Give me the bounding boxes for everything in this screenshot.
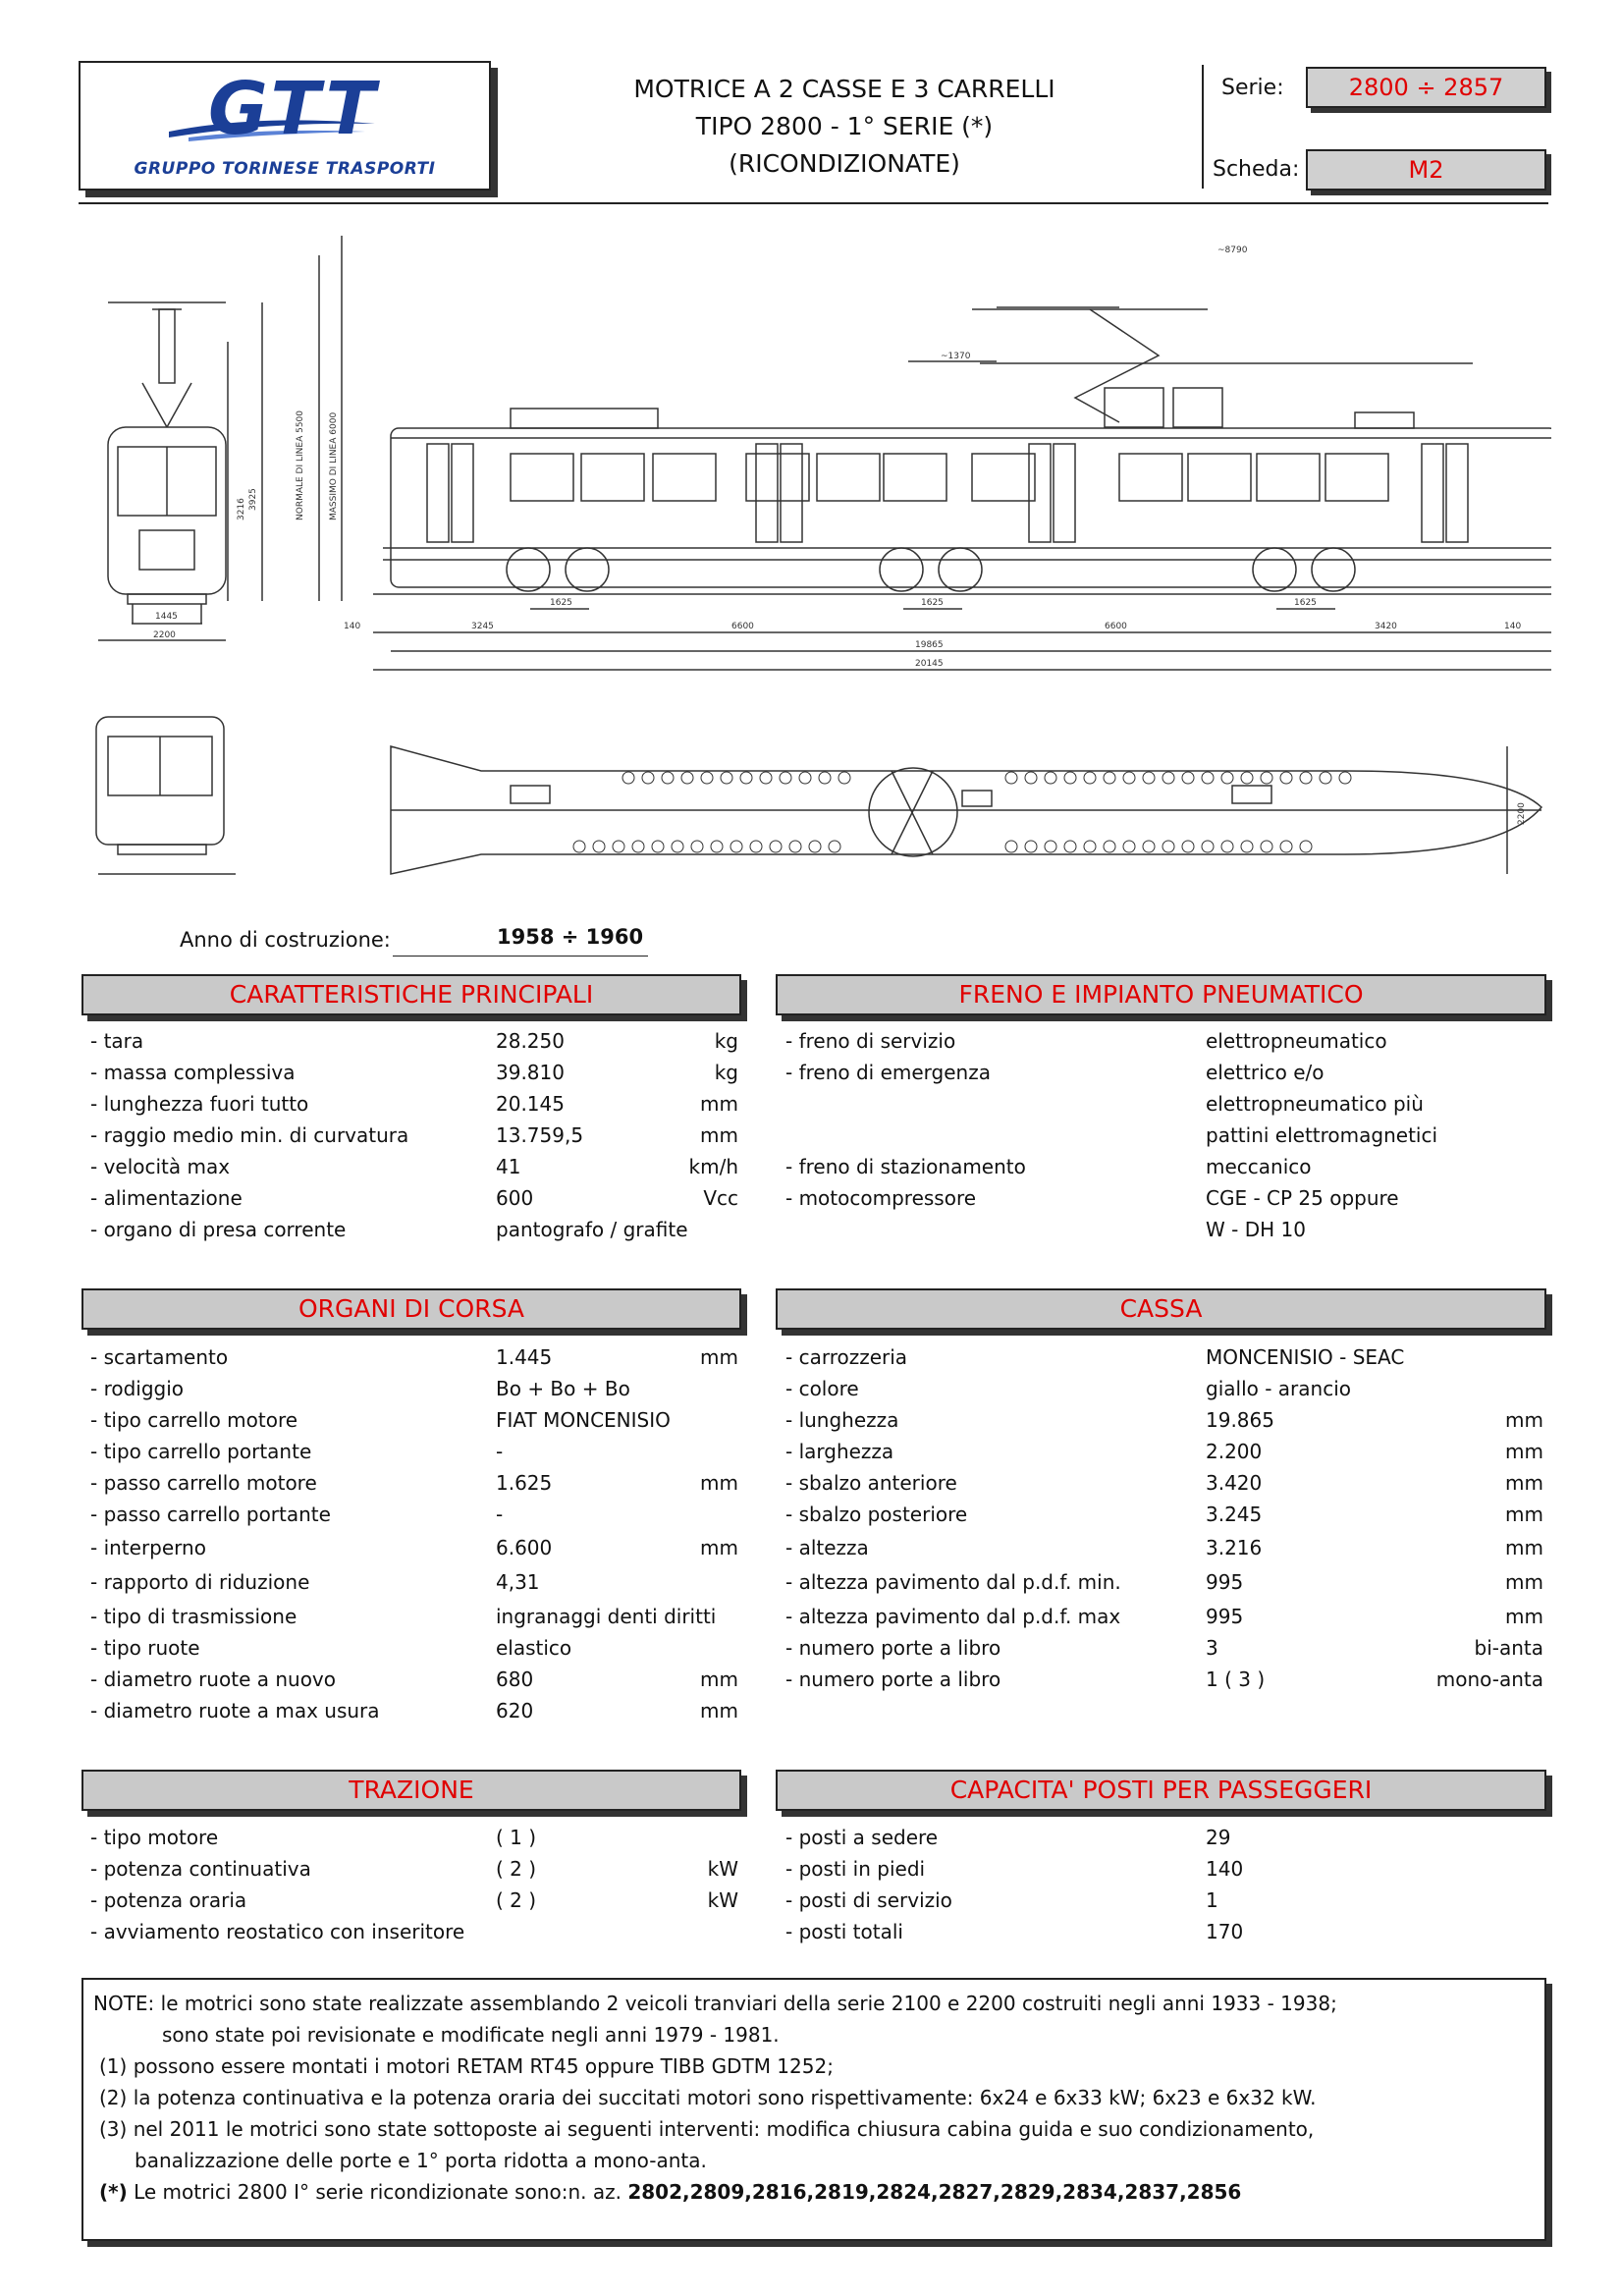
cassa-row-value: 3.216 bbox=[1206, 1536, 1263, 1559]
scheda-value: M2 bbox=[1306, 149, 1546, 191]
header-rule bbox=[79, 202, 1548, 204]
section-trazione-header: TRAZIONE bbox=[81, 1770, 741, 1811]
organi-row-value: 4,31 bbox=[496, 1570, 540, 1594]
cassa-row-value: MONCENISIO - SEAC bbox=[1206, 1345, 1405, 1369]
cassa-row-value: 19.865 bbox=[1206, 1408, 1274, 1432]
freno-row-value: elettropneumatico più bbox=[1206, 1092, 1424, 1116]
trazione-row-label: - avviamento reostatico con inseritore bbox=[90, 1920, 465, 1943]
organi-row-value: 1.625 bbox=[496, 1471, 553, 1495]
gtt-logo bbox=[149, 73, 434, 161]
note-line-2: sono state poi revisionate e modificate negli anni 1979 - 1981. bbox=[162, 2023, 780, 2047]
caratteristiche-row-unit: kg bbox=[714, 1061, 738, 1084]
cassa-row-label: - lunghezza bbox=[785, 1408, 899, 1432]
organi-row-label: - diametro ruote a nuovo bbox=[90, 1667, 336, 1691]
cassa-row-value: giallo - arancio bbox=[1206, 1377, 1351, 1400]
notes-box bbox=[81, 1978, 1546, 2241]
capacita-row-label: - posti di servizio bbox=[785, 1888, 952, 1912]
dim-6600-a: 6600 bbox=[731, 622, 754, 631]
cassa-row-label: - colore bbox=[785, 1377, 859, 1400]
cassa-row-unit: mm bbox=[1505, 1471, 1543, 1495]
caratteristiche-row-unit: kg bbox=[714, 1029, 738, 1053]
cassa-row-label: - sbalzo anteriore bbox=[785, 1471, 957, 1495]
cassa-row-label: - altezza pavimento dal p.d.f. min. bbox=[785, 1570, 1121, 1594]
caratteristiche-row-value: 39.810 bbox=[496, 1061, 565, 1084]
cassa-row-unit: mm bbox=[1505, 1503, 1543, 1526]
dim-6600-b: 6600 bbox=[1105, 622, 1127, 631]
cassa-row-unit: mm bbox=[1505, 1408, 1543, 1432]
dim-plan-width: 2200 bbox=[1517, 802, 1527, 825]
dim-1625-b: 1625 bbox=[921, 598, 944, 608]
organi-row-value: 1.445 bbox=[496, 1345, 553, 1369]
trazione-row-label: - potenza oraria bbox=[90, 1888, 247, 1912]
organi-row-value: Bo + Bo + Bo bbox=[496, 1377, 630, 1400]
cassa-row-label: - larghezza bbox=[785, 1440, 894, 1463]
section-freno-header: FRENO E IMPIANTO PNEUMATICO bbox=[776, 974, 1546, 1015]
freno-row-value: elettropneumatico bbox=[1206, 1029, 1387, 1053]
organi-row-unit: mm bbox=[700, 1345, 738, 1369]
organi-row-label: - rapporto di riduzione bbox=[90, 1570, 310, 1594]
caratteristiche-row-unit: mm bbox=[700, 1092, 738, 1116]
dim-19865: 19865 bbox=[915, 640, 944, 650]
cassa-row-unit: mm bbox=[1505, 1605, 1543, 1628]
caratteristiche-row-value: 600 bbox=[496, 1186, 534, 1210]
dim-height-3216: 3216 bbox=[237, 498, 246, 520]
caratteristiche-row-value: 20.145 bbox=[496, 1092, 565, 1116]
freno-row-value: pattini elettromagnetici bbox=[1206, 1123, 1438, 1147]
organi-row-value: - bbox=[496, 1440, 504, 1463]
gtt-logo-box bbox=[79, 61, 491, 191]
organi-row-unit: mm bbox=[700, 1667, 738, 1691]
technical-drawing bbox=[79, 236, 1551, 913]
front-view-drawing bbox=[108, 302, 226, 624]
organi-row-value: elastico bbox=[496, 1636, 572, 1660]
note-line-1: NOTE: le motrici sono state realizzate assemblando 2 veicoli tranviari della serie 2100 e 2200 costruiti negli anni 1933 - 1938; bbox=[93, 1992, 1337, 2015]
capacita-row-label: - posti a sedere bbox=[785, 1826, 939, 1849]
caratteristiche-row-value: 28.250 bbox=[496, 1029, 565, 1053]
caratteristiche-row-label: - massa complessiva bbox=[90, 1061, 296, 1084]
trazione-row-unit: kW bbox=[707, 1857, 738, 1881]
organi-row-label: - passo carrello portante bbox=[90, 1503, 331, 1526]
caratteristiche-row-value: pantografo / grafite bbox=[496, 1218, 688, 1241]
organi-row-label: - diametro ruote a max usura bbox=[90, 1699, 380, 1722]
cassa-row-label: - altezza pavimento dal p.d.f. max bbox=[785, 1605, 1121, 1628]
note-line-3: (1) possono essere montati i motori RETAM RT45 oppure TIBB GDTM 1252; bbox=[99, 2054, 834, 2078]
section-caratteristiche-header: CARATTERISTICHE PRINCIPALI bbox=[81, 974, 741, 1015]
dim-20145: 20145 bbox=[915, 659, 944, 669]
organi-row-value: 680 bbox=[496, 1667, 534, 1691]
note-mark: (*) bbox=[99, 2180, 128, 2204]
freno-row-label: - freno di servizio bbox=[785, 1029, 956, 1053]
caratteristiche-row-label: - alimentazione bbox=[90, 1186, 243, 1210]
organi-row-label: - tipo di trasmissione bbox=[90, 1605, 297, 1628]
note-line-7-text: Le motrici 2800 I° serie ricondizionate sono:n. az. bbox=[127, 2180, 628, 2204]
cassa-row-unit: mm bbox=[1505, 1536, 1543, 1559]
note-line-6: banalizzazione delle porte e 1° porta ridotta a mono-anta. bbox=[135, 2149, 707, 2172]
plan-view-drawing bbox=[391, 746, 1541, 874]
trazione-row-value: ( 2 ) bbox=[496, 1857, 537, 1881]
capacita-row-value: 29 bbox=[1206, 1826, 1231, 1849]
freno-row-value: elettrico e/o bbox=[1206, 1061, 1325, 1084]
caratteristiche-row-label: - tara bbox=[90, 1029, 144, 1053]
organi-row-label: - rodiggio bbox=[90, 1377, 185, 1400]
organi-row-value: FIAT MONCENISIO bbox=[496, 1408, 671, 1432]
cassa-row-label: - altezza bbox=[785, 1536, 869, 1559]
dim-height-3925: 3925 bbox=[248, 488, 258, 511]
organi-row-label: - scartamento bbox=[90, 1345, 229, 1369]
capacita-row-label: - posti in piedi bbox=[785, 1857, 926, 1881]
cassa-row-label: - carrozzeria bbox=[785, 1345, 908, 1369]
freno-row-value: CGE - CP 25 oppure bbox=[1206, 1186, 1399, 1210]
caratteristiche-row-value: 41 bbox=[496, 1155, 521, 1178]
caratteristiche-row-label: - lunghezza fuori tutto bbox=[90, 1092, 309, 1116]
organi-row-value: 6.600 bbox=[496, 1536, 553, 1559]
cassa-row-value: 995 bbox=[1206, 1570, 1244, 1594]
cassa-row-value: 2.200 bbox=[1206, 1440, 1263, 1463]
cassa-row-value: 995 bbox=[1206, 1605, 1244, 1628]
dim-max-line: MASSIMO DI LINEA 6000 bbox=[329, 411, 339, 520]
anno-label: Anno di costruzione: bbox=[180, 928, 391, 952]
cassa-row-value: 3 bbox=[1206, 1636, 1218, 1660]
capacita-row-value: 170 bbox=[1206, 1920, 1244, 1943]
caratteristiche-row-label: - raggio medio min. di curvatura bbox=[90, 1123, 409, 1147]
trazione-row-label: - potenza continuativa bbox=[90, 1857, 311, 1881]
caratteristiche-row-label: - velocità max bbox=[90, 1155, 231, 1178]
capacita-row-value: 1 bbox=[1206, 1888, 1218, 1912]
dim-overall-pantograph: ~8790 bbox=[1217, 246, 1248, 255]
organi-row-label: - tipo carrello portante bbox=[90, 1440, 312, 1463]
caratteristiche-row-unit: Vcc bbox=[703, 1186, 738, 1210]
rear-view-drawing bbox=[96, 717, 236, 874]
capacita-row-value: 140 bbox=[1206, 1857, 1244, 1881]
cassa-row-label: - sbalzo posteriore bbox=[785, 1503, 968, 1526]
freno-row-label: - freno di stazionamento bbox=[785, 1155, 1026, 1178]
logo-text: GTT bbox=[208, 73, 380, 151]
cassa-row-label: - numero porte a libro bbox=[785, 1636, 1001, 1660]
cassa-row-unit: mm bbox=[1505, 1440, 1543, 1463]
dim-1625-c: 1625 bbox=[1294, 598, 1317, 608]
section-cassa-header: CASSA bbox=[776, 1288, 1546, 1330]
cassa-row-label: - numero porte a libro bbox=[785, 1667, 1001, 1691]
trazione-row-unit: kW bbox=[707, 1888, 738, 1912]
caratteristiche-row-label: - organo di presa corrente bbox=[90, 1218, 347, 1241]
cassa-row-value: 3.245 bbox=[1206, 1503, 1263, 1526]
anno-value: 1958 ÷ 1960 bbox=[497, 925, 644, 949]
organi-row-unit: mm bbox=[700, 1471, 738, 1495]
serie-label: Serie: bbox=[1221, 76, 1284, 100]
caratteristiche-row-unit: mm bbox=[700, 1123, 738, 1147]
organi-row-value: - bbox=[496, 1503, 504, 1526]
organi-row-label: - tipo carrello motore bbox=[90, 1408, 298, 1432]
title-line-3: (RICONDIZIONATE) bbox=[729, 149, 960, 178]
cassa-row-unit: bi-anta bbox=[1474, 1636, 1543, 1660]
dim-width: 2200 bbox=[153, 630, 176, 640]
trazione-row-value: ( 1 ) bbox=[496, 1826, 537, 1849]
section-capacita-header: CAPACITA' POSTI PER PASSEGGERI bbox=[776, 1770, 1546, 1811]
caratteristiche-row-value: 13.759,5 bbox=[496, 1123, 584, 1147]
title-line-2: TIPO 2800 - 1° SERIE (*) bbox=[695, 112, 994, 140]
capacita-row-label: - posti totali bbox=[785, 1920, 903, 1943]
serie-value: 2800 ÷ 2857 bbox=[1306, 67, 1546, 108]
note-line-5: (3) nel 2011 le motrici sono state sottoposte ai seguenti interventi: modifica chiusura cabina guida e suo condizionamento, bbox=[99, 2117, 1315, 2141]
trazione-row-value: ( 2 ) bbox=[496, 1888, 537, 1912]
dim-1625-a: 1625 bbox=[550, 598, 572, 608]
freno-row-value: W - DH 10 bbox=[1206, 1218, 1306, 1241]
cassa-row-unit: mono-anta bbox=[1435, 1667, 1543, 1691]
dim-panto-offset: ~1370 bbox=[941, 352, 971, 361]
header-divider bbox=[1202, 65, 1204, 189]
anno-underline bbox=[393, 956, 648, 957]
note-line-7 bbox=[99, 2176, 1241, 2208]
freno-row-label: - motocompressore bbox=[785, 1186, 977, 1210]
title-line-1: MOTRICE A 2 CASSE E 3 CARRELLI bbox=[633, 75, 1055, 103]
trazione-row-label: - tipo motore bbox=[90, 1826, 219, 1849]
freno-row-value: meccanico bbox=[1206, 1155, 1312, 1178]
page-title bbox=[550, 71, 1139, 183]
dim-normal-line: NORMALE DI LINEA 5500 bbox=[296, 410, 305, 520]
side-view-drawing bbox=[373, 307, 1551, 594]
organi-row-label: - tipo ruote bbox=[90, 1636, 200, 1660]
organi-row-label: - passo carrello motore bbox=[90, 1471, 317, 1495]
cassa-row-unit: mm bbox=[1505, 1570, 1543, 1594]
cassa-row-value: 3.420 bbox=[1206, 1471, 1263, 1495]
freno-row-label: - freno di emergenza bbox=[785, 1061, 991, 1084]
dim-140-right: 140 bbox=[1504, 622, 1522, 631]
dim-3245: 3245 bbox=[471, 622, 494, 631]
dim-140-left: 140 bbox=[344, 622, 361, 631]
organi-row-unit: mm bbox=[700, 1699, 738, 1722]
note-line-4: (2) la potenza continuativa e la potenza oraria dei succitati motori sono rispettivamente: 6x24 e 6x33 kW; 6x23 e 6x32 kW. bbox=[99, 2086, 1317, 2109]
dim-3420: 3420 bbox=[1375, 622, 1397, 631]
cassa-row-value: 1 ( 3 ) bbox=[1206, 1667, 1266, 1691]
caratteristiche-row-unit: km/h bbox=[688, 1155, 738, 1178]
dim-gauge: 1445 bbox=[155, 612, 178, 622]
logo-subtitle: GRUPPO TORINESE TRASPORTI bbox=[134, 159, 436, 179]
note-numbers: 2802,2809,2816,2819,2824,2827,2829,2834,2837,2856 bbox=[627, 2180, 1242, 2204]
section-organi-header: ORGANI DI CORSA bbox=[81, 1288, 741, 1330]
scheda-label: Scheda: bbox=[1213, 157, 1300, 182]
organi-row-unit: mm bbox=[700, 1536, 738, 1559]
organi-row-value: ingranaggi denti diritti bbox=[496, 1605, 717, 1628]
organi-row-value: 620 bbox=[496, 1699, 534, 1722]
organi-row-label: - interperno bbox=[90, 1536, 206, 1559]
